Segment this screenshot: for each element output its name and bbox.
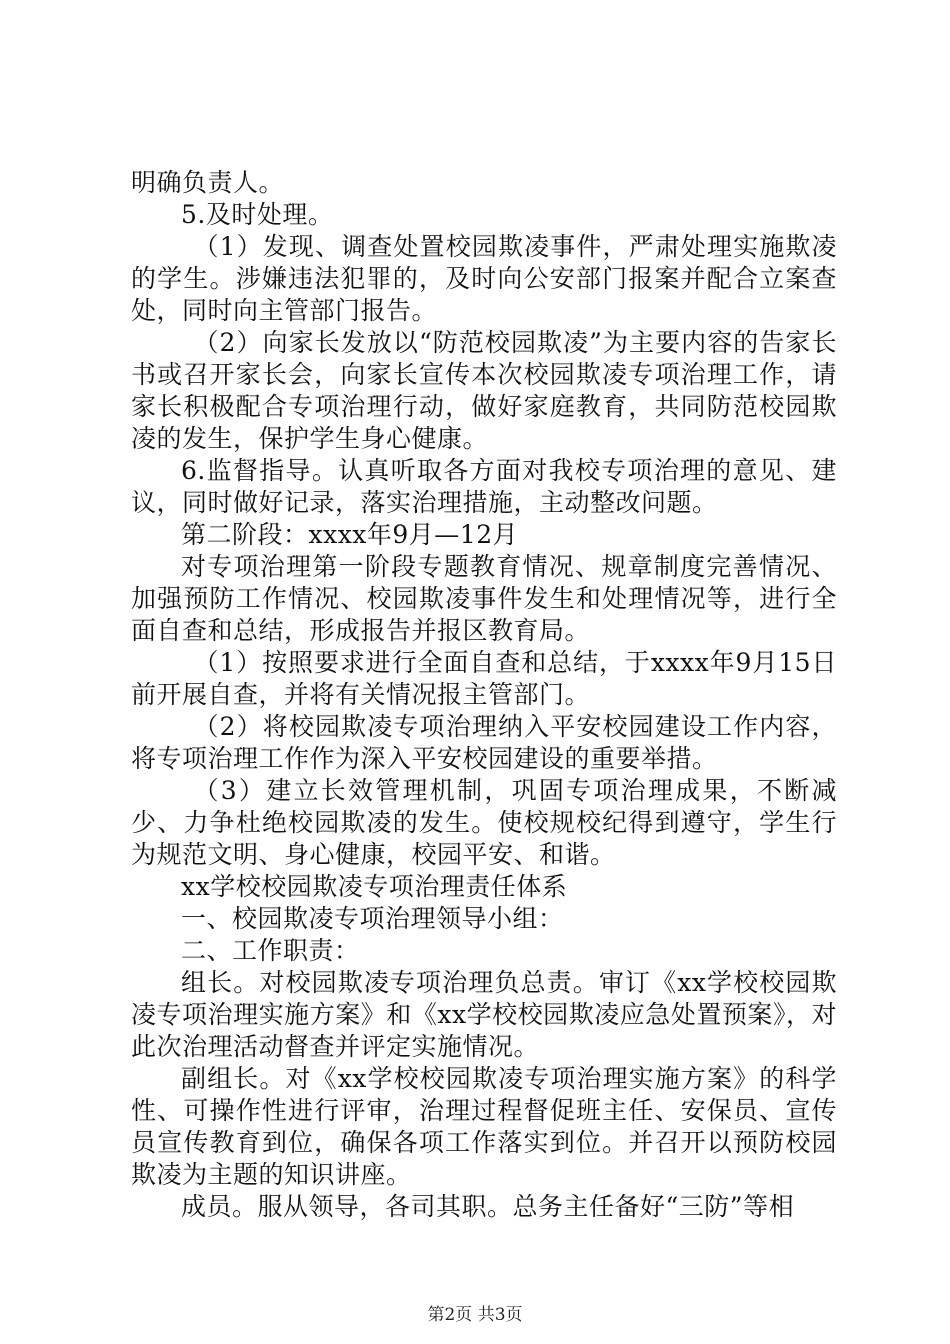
paragraph-1: 明确负责人。: [131, 168, 285, 197]
paragraph-16: 成员。服从领导，各司其职。总务主任备好“三防”等相: [181, 1192, 795, 1221]
paragraph-12: 一、校园欺凌专项治理领导小组：: [181, 904, 564, 933]
paragraph-5: 6.监督指导。认真听取各方面对我校专项治理的意见、建议，同时做好记录，落实治理措施，主动整改问题。: [131, 456, 837, 517]
document-body: [131, 167, 837, 1223]
paragraph-13: 二、工作职责：: [181, 936, 360, 965]
paragraph-4: （2）向家长发放以“防范校园欺凌”为主要内容的告家长书或召开家长会，向家长宣传本次校园欺凌专项治理工作，请家长积极配合专项治理行动，做好家庭教育，共同防范校园欺凌的发生，保护学生身心健康。: [131, 328, 837, 453]
paragraph-9: （2）将校园欺凌专项治理纳入平安校园建设工作内容，将专项治理工作作为深入平安校园建设的重要举措。: [131, 712, 837, 773]
paragraph-11: xx学校校园欺凌专项治理责任体系: [181, 872, 568, 901]
paragraph-14: 组长。对校园欺凌专项治理负总责。审订《xx学校校园欺凌专项治理实施方案》和《xx学校校园欺凌应急处置预案》，对此次治理活动督查并评定实施情况。: [131, 968, 837, 1061]
paragraph-2: 5.及时处理。: [181, 200, 334, 229]
paragraph-6: 第二阶段：xxxx年9月—12月: [181, 520, 519, 549]
paragraph-3: （1）发现、调查处置校园欺凌事件，严肃处理实施欺凌的学生。涉嫌违法犯罪的，及时向公安部门报案并配合立案查处，同时向主管部门报告。: [131, 232, 837, 325]
paragraph-7: 对专项治理第一阶段专题教育情况、规章制度完善情况、加强预防工作情况、校园欺凌事件发生和处理情况等，进行全面自查和总结，形成报告并报区教育局。: [131, 552, 837, 645]
paragraph-8: （1）按照要求进行全面自查和总结，于xxxx年9月15日前开展自查，并将有关情况报主管部门。: [131, 648, 837, 709]
paragraph-10: （3）建立长效管理机制，巩固专项治理成果，不断减少、力争杜绝校园欺凌的发生。使校规校纪得到遵守，学生行为规范文明、身心健康，校园平安、和谐。: [131, 776, 837, 869]
paragraph-15: 副组长。对《xx学校校园欺凌专项治理实施方案》的科学性、可操作性进行评审，治理过程督促班主任、安保员、宣传员宣传教育到位，确保各项工作落实到位。并召开以预防校园欺凌为主题的知识讲座。: [131, 1064, 837, 1189]
page-number-footer: 第2页 共3页: [427, 1305, 523, 1325]
